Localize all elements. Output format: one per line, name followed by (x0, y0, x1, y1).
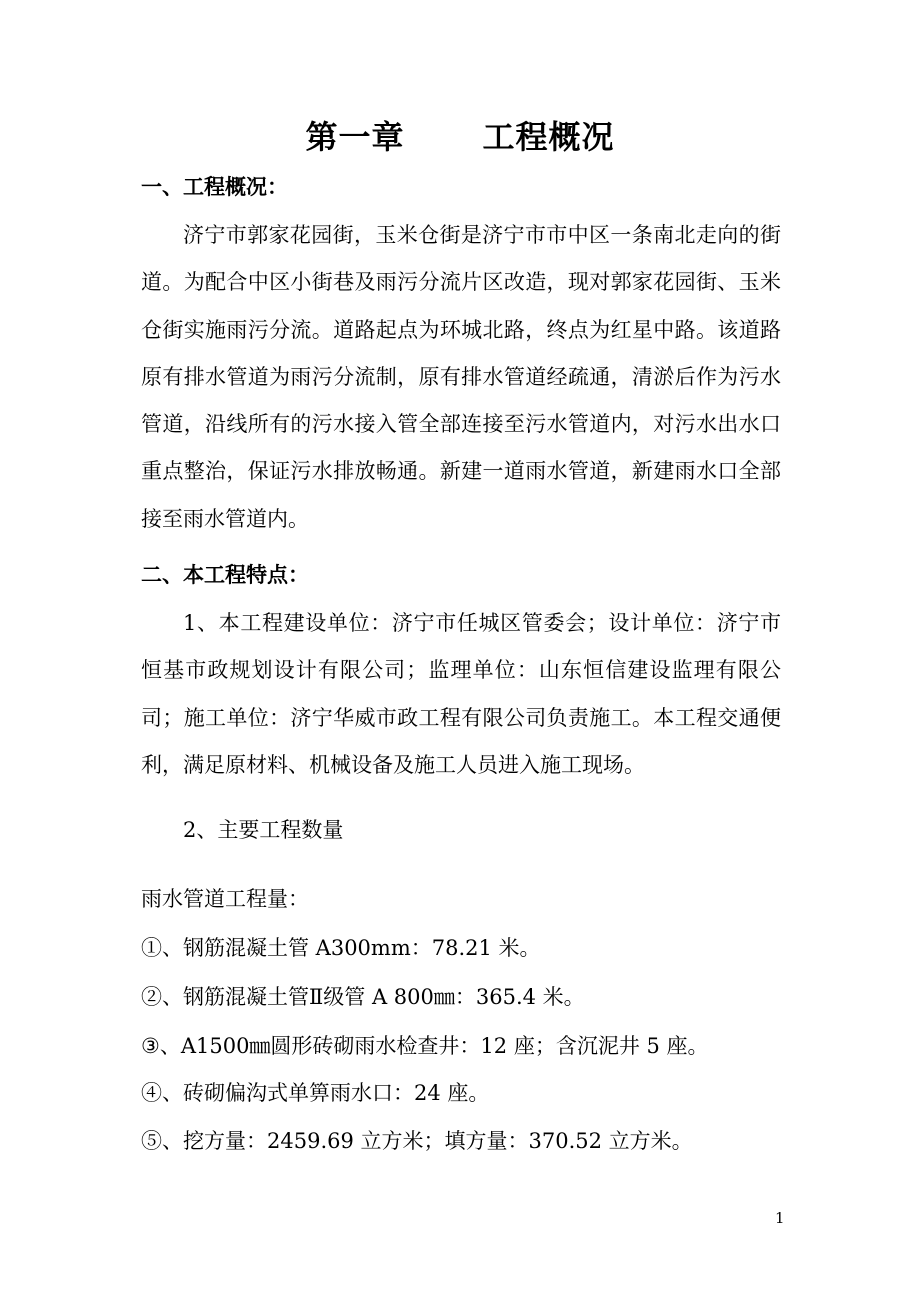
quantity-item: ①、钢筋混凝土管 A300mm：78.21 米。 (141, 936, 541, 960)
section-1-paragraph: 济宁市郭家花园街，玉米仓街是济宁市市中区一条南北走向的街道。为配合中区小街巷及雨污分流片区改造，现对郭家花园街、玉米仓街实施雨污分流。道路起点为环城北路，终点为红星中路。该道路原有排水管道为雨污分流制，原有排水管道经疏通，清淤后作为污水管道，沿线所有的污水接入管全部连接至污水管道内，对污水出水口重点整治，保证污水排放畅通。新建一道雨水管道，新建雨水口全部接至雨水管道内。 (141, 223, 781, 531)
quantities-label: 雨水管道工程量： (141, 887, 309, 911)
page-number: 1 (775, 1209, 785, 1227)
quantity-item: ④、砖砌偏沟式单箅雨水口：24 座。 (141, 1081, 490, 1105)
quantity-item: ③、A1500㎜圆形砖砌雨水检查井：12 座；含沉泥井 5 座。 (141, 1034, 709, 1058)
chapter-name: 工程概况 (482, 118, 615, 156)
section-2-item-1: 1、本工程建设单位：济宁市任城区管委会；设计单位：济宁市恒基市政规划设计有限公司；监理单位：山东恒信建设监理有限公司；施工单位：济宁华威市政工程有限公司负责施工。本工程交通便利，满足原材料、机械设备及施工人员进入施工现场。 (141, 611, 781, 777)
quantity-item: ⑤、挖方量：2459.69 立方米；填方量：370.52 立方米。 (141, 1129, 693, 1153)
section-2-item-2: 2、主要工程数量 (183, 818, 344, 842)
quantity-item: ②、钢筋混凝土管Ⅱ级管 A 800㎜：365.4 米。 (141, 985, 585, 1009)
chapter-number: 第一章 (305, 118, 405, 156)
section-2-heading: 二、本工程特点： (141, 563, 309, 587)
section-1-heading: 一、工程概况： (141, 175, 288, 199)
chapter-title (0, 112, 920, 162)
